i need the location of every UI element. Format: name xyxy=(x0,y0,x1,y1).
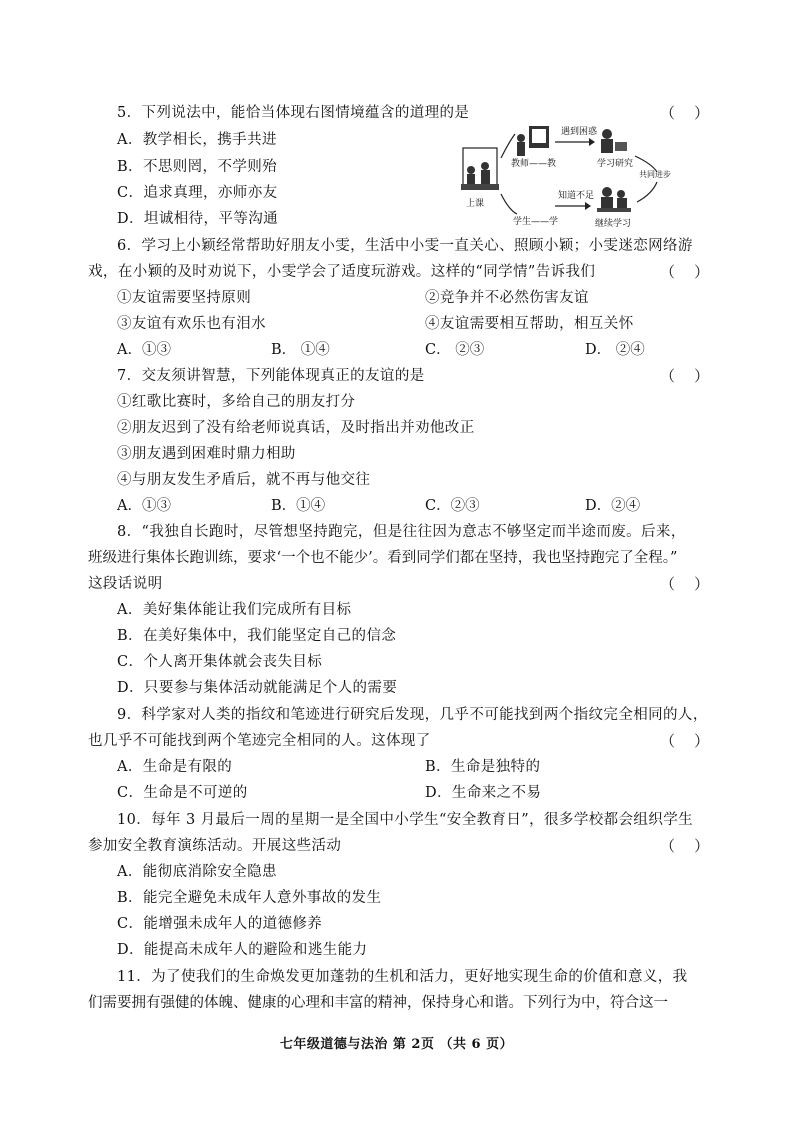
q9-option-c: C．生命是不可逆的 xyxy=(117,785,248,801)
label-lecture: 上课 xyxy=(466,199,485,209)
q7-option-d: D．②④ xyxy=(585,498,641,514)
label-continue-learning: 继续学习 xyxy=(595,219,632,229)
q10-option-b: B．能完全避免未成年人意外事故的发生 xyxy=(117,890,382,906)
q6-item-4: ④友谊需要相互帮助，相互关怀 xyxy=(425,316,634,332)
q8-stem-line2: 班级进行集体长跑训练，要求‘一个也不能少’。看到同学们都在坚持，我也坚持跑完了全程。” xyxy=(88,550,678,566)
q7-answer-bracket: （ ） xyxy=(660,367,710,385)
q7-item-3: ③朋友遇到困难时鼎力相助 xyxy=(117,446,296,462)
q9-option-d: D．生命来之不易 xyxy=(425,785,542,801)
label-meet-confusion: 遇到困惑 xyxy=(561,127,598,137)
q10-stem-line1: 10．每年 3 月最后一周的星期一是全国中小学生“安全教育日”，很多学校都会组织学生 xyxy=(117,812,694,828)
q8-option-b: B．在美好集体中，我们能坚定自己的信念 xyxy=(117,628,397,644)
q6-item-2: ②竞争并不必然伤害友谊 xyxy=(425,290,589,306)
q7-option-a: A．①③ xyxy=(117,498,171,514)
q9-option-b: B．生命是独特的 xyxy=(425,759,541,775)
studying-illustration xyxy=(597,187,631,212)
q8-stem-line1: 8．“我独自长跑时，尽管想坚持跑完，但是往往因为意志不够坚定而半途而废。后来， xyxy=(117,524,686,540)
q9-stem-line2: 也几乎不可能找到两个笔迹完全相同的人。这体现了 xyxy=(88,733,431,749)
q7-option-b: B．①④ xyxy=(271,498,326,514)
q6-stem-line2: 戏，在小颖的及时劝说下，小雯学会了适度玩游戏。这样的“同学情”告诉我们 xyxy=(88,264,596,280)
research-illustration xyxy=(601,129,627,153)
q6-answer-bracket: （ ） xyxy=(660,263,710,281)
q6-stem-line1: 6．学习上小颖经常帮助好朋友小雯，生活中小雯一直关心、照顾小颖；小雯迷恋网络游 xyxy=(117,238,693,254)
label-know-shortcomings: 知道不足 xyxy=(558,191,595,201)
q9-stem-line1: 9．科学家对人类的指纹和笔迹进行研究后发现，几乎不可能找到两个指纹完全相同的人， xyxy=(117,707,708,723)
label-research: 学习研究 xyxy=(597,159,634,169)
q8-option-a: A．美好集体能让我们完成所有目标 xyxy=(117,602,352,618)
q10-option-d: D．能提高未成年人的避险和逃生能力 xyxy=(117,942,368,958)
q7-stem: 7．交友须讲智慧，下列能体现真正的友谊的是 xyxy=(117,368,425,384)
q9-answer-bracket: （ ） xyxy=(660,732,710,750)
q6-item-3: ③友谊有欢乐也有泪水 xyxy=(117,316,266,332)
q5-option-d: D．坦诚相待，平等沟通 xyxy=(117,211,279,227)
q10-answer-bracket: （ ） xyxy=(660,837,710,855)
q6-option-a: A．①③ xyxy=(117,342,171,358)
q7-item-2: ②朋友迟到了没有给老师说真话，及时指出并劝他改正 xyxy=(117,420,475,436)
q5-stem: 5．下列说法中，能恰当体现右图情境蕴含的道理的是 xyxy=(117,105,470,121)
q5-option-b: B．不思则罔，不学则殆 xyxy=(117,159,278,175)
q5-answer-bracket: （ ） xyxy=(660,104,710,122)
teacher-illustration xyxy=(517,126,549,156)
lecture-illustration xyxy=(461,148,499,190)
q6-option-d: D． ②④ xyxy=(585,342,645,358)
q7-item-1: ①红歌比赛时，多给自己的朋友打分 xyxy=(117,394,356,410)
q11-stem-line2: 们需要拥有强健的体魄、健康的心理和丰富的精神，保持身心和谐。下列行为中，符合这一 xyxy=(88,995,668,1011)
q8-answer-bracket: （ ） xyxy=(660,575,710,593)
q10-stem-line2: 参加安全教育演练活动。开展这些活动 xyxy=(88,838,342,854)
q5-option-a: A．教学相长，携手共进 xyxy=(117,132,277,148)
q5-option-c: C．追求真理，亦师亦友 xyxy=(117,185,278,201)
q6-option-b: B． ①④ xyxy=(271,342,330,358)
label-progress: 共同进步 xyxy=(639,170,671,179)
q8-option-d: D．只要参与集体活动就能满足个人的需要 xyxy=(117,680,398,696)
q6-option-c: C． ②③ xyxy=(425,342,485,358)
teaching-cycle-diagram xyxy=(457,120,702,230)
q9-option-a: A．生命是有限的 xyxy=(117,759,233,775)
q11-stem-line1: 11．为了使我们的生命焕发更加蓬勃的生机和活力，更好地实现生命的价值和意义，我 xyxy=(117,969,688,985)
q6-item-1: ①友谊需要坚持原则 xyxy=(117,290,252,306)
q10-option-a: A．能彻底消除安全隐患 xyxy=(117,864,277,880)
q8-stem-line3: 这段话说明 xyxy=(88,576,163,592)
label-teacher: 教师——教 xyxy=(511,159,557,169)
q8-option-c: C．个人离开集体就会丧失目标 xyxy=(117,654,323,670)
q7-item-4: ④与朋友发生矛盾后，就不再与他交往 xyxy=(117,472,371,488)
q7-option-c: C．②③ xyxy=(425,498,480,514)
page-footer: 七年级道德与法治 第 2页 （共 6 页） xyxy=(279,1037,514,1052)
label-student: 学生——学 xyxy=(513,217,559,227)
q10-option-c: C．能增强未成年人的道德修养 xyxy=(117,916,323,932)
